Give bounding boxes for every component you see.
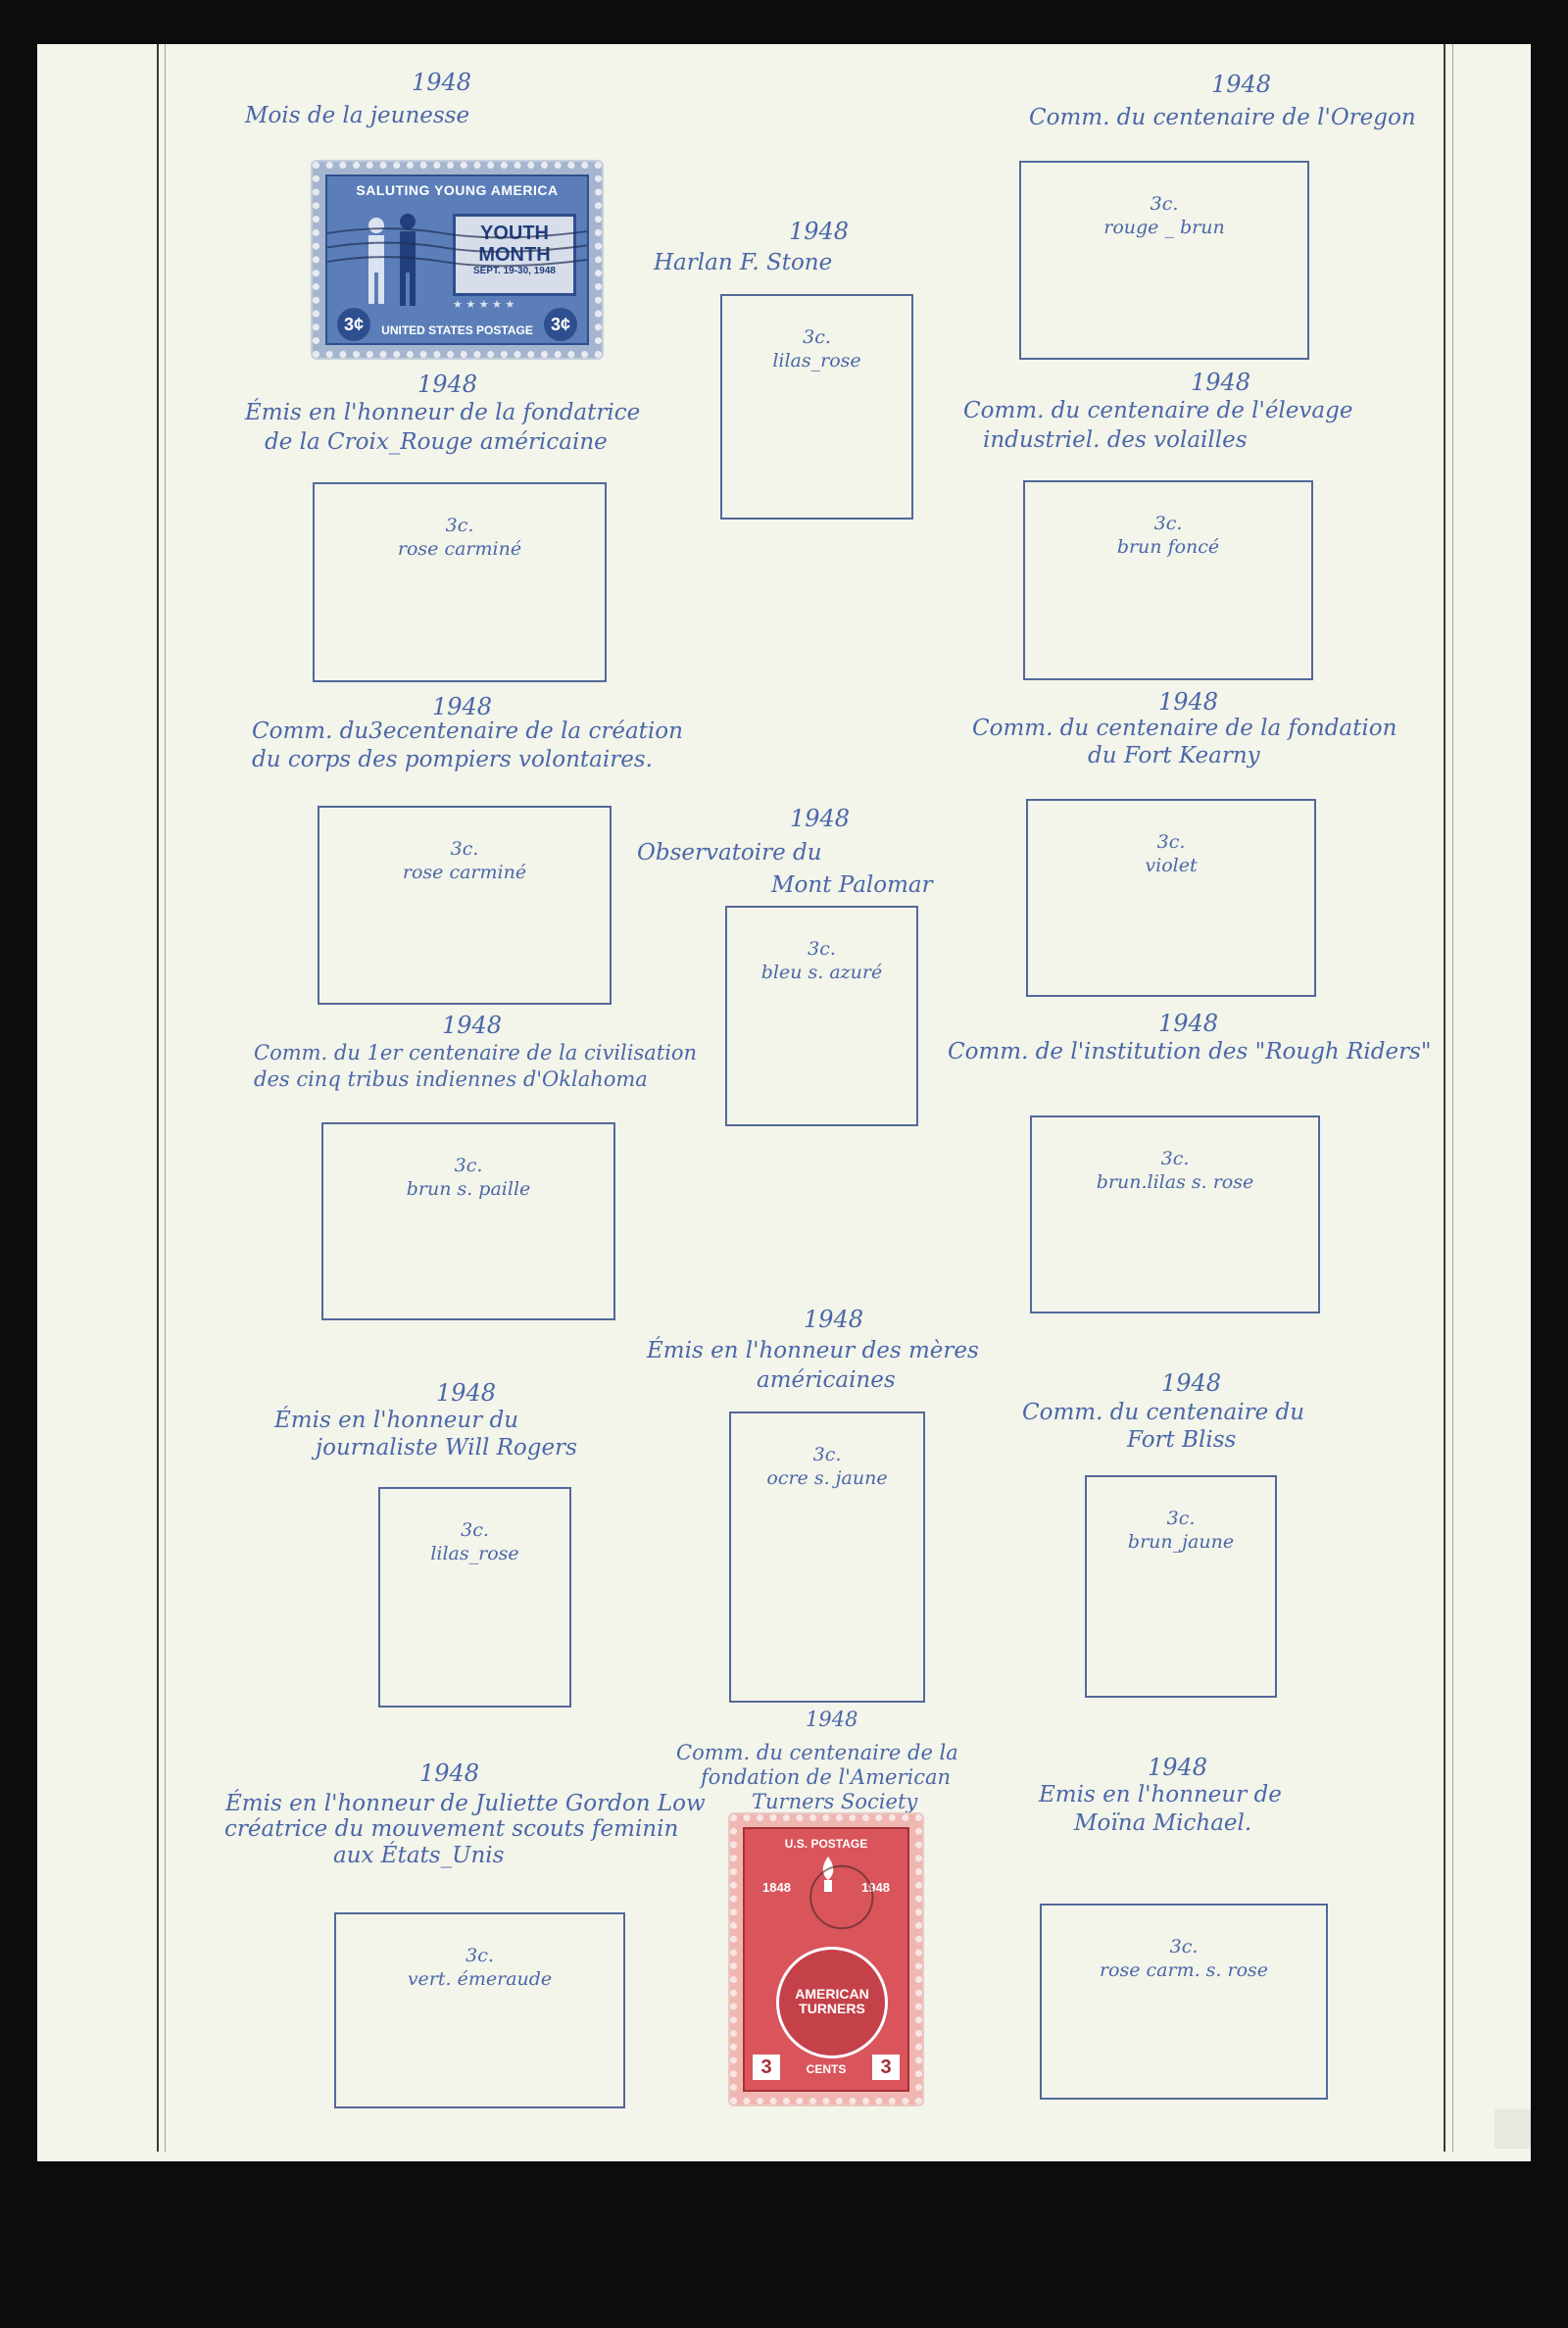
- slot-denomination: 3c.: [450, 838, 479, 860]
- title-michael-2: Moïna Michael.: [1074, 1810, 1252, 1836]
- year-meres: 1948: [804, 1306, 864, 1333]
- slot-color: rose carm. s. rose: [1099, 1959, 1269, 1981]
- year-croix: 1948: [417, 371, 478, 398]
- title-pompiers-2: du corps des pompiers volontaires.: [252, 747, 653, 772]
- title-volailles-1: Comm. du centenaire de l'élevage: [963, 398, 1353, 423]
- stamp-slot-pompiers[interactable]: [318, 806, 612, 1005]
- year-stone: 1948: [789, 218, 850, 245]
- slot-color: violet: [1145, 855, 1198, 876]
- stamp-turners-year-left: 1848: [762, 1880, 791, 1895]
- stamp-turners-top-text: U.S. POSTAGE: [784, 1837, 868, 1851]
- slot-denomination: 3c.: [1153, 513, 1183, 534]
- stamp-youth-denom-right: 3¢: [544, 308, 577, 341]
- stamp-turners-frame: [743, 1827, 909, 2092]
- title-oklahoma-1: Comm. du 1er centenaire de la civilisation: [254, 1041, 698, 1065]
- year-palomar: 1948: [790, 805, 851, 832]
- title-rough: Comm. de l'institution des "Rough Riders": [948, 1039, 1432, 1065]
- title-kearny-2: du Fort Kearny: [1088, 743, 1260, 768]
- stamp-youth-panel-line2: MONTH: [478, 244, 551, 266]
- year-oregon: 1948: [1211, 71, 1272, 98]
- stamp-youth-top-text: SALUTING YOUNG AMERICA: [356, 182, 559, 198]
- stamp-slot-stone[interactable]: [720, 294, 913, 520]
- title-stone: Harlan F. Stone: [654, 250, 833, 275]
- stars-icon: ★ ★ ★ ★ ★: [453, 298, 515, 311]
- stamp-slot-kearny[interactable]: [1026, 799, 1316, 997]
- slot-denomination: 3c.: [454, 1155, 483, 1176]
- postmark-icon: [745, 1829, 907, 2090]
- slot-color: rose carminé: [397, 538, 522, 560]
- stamp-slot-oklahoma[interactable]: [321, 1122, 615, 1320]
- left-margin-rule: [157, 44, 159, 2152]
- stamp-slot-oregon[interactable]: [1019, 161, 1309, 360]
- slot-color: ocre s. jaune: [766, 1467, 888, 1489]
- stamp-youth-denom-left: 3¢: [337, 308, 370, 341]
- stamp-youth-frame: [325, 174, 589, 345]
- stamp-youth-bottom-text: UNITED STATES POSTAGE: [381, 323, 533, 337]
- year-youth: 1948: [412, 69, 472, 96]
- year-rough: 1948: [1158, 1010, 1219, 1037]
- title-turners-2: fondation de l'American: [701, 1765, 952, 1789]
- title-meres-1: Émis en l'honneur des mères: [647, 1338, 979, 1363]
- stamp-turners-denom-left: 3: [753, 2055, 780, 2080]
- stamp-turners-cents: CENTS: [806, 2062, 847, 2076]
- title-bliss-2: Fort Bliss: [1127, 1427, 1237, 1453]
- slot-color: rouge _ brun: [1103, 217, 1225, 238]
- slot-color: brun.lilas s. rose: [1096, 1171, 1254, 1193]
- slot-denomination: 3c.: [803, 326, 831, 348]
- title-pompiers-1: Comm. du3ecentenaire de la création: [252, 718, 683, 744]
- slot-color: brun_jaune: [1127, 1531, 1235, 1553]
- stamp-slot-palomar[interactable]: [725, 906, 918, 1126]
- year-low: 1948: [419, 1759, 480, 1787]
- title-low-1: Émis en l'honneur de Juliette Gordon Low: [225, 1791, 706, 1816]
- stamp-turners-year-right: 1948: [861, 1880, 890, 1895]
- slot-color: brun foncé: [1116, 536, 1220, 558]
- slot-denomination: 3c.: [1166, 1508, 1196, 1529]
- postmark-lines-icon: [327, 176, 587, 343]
- right-margin-rule: [1444, 44, 1446, 2152]
- title-croix-1: Émis en l'honneur de la fondatrice: [245, 400, 641, 425]
- stamp-turners-denom-right: 3: [872, 2055, 900, 2080]
- slot-denomination: 3c.: [1169, 1936, 1199, 1957]
- title-palomar-2: Mont Palomar: [771, 872, 933, 898]
- year-michael: 1948: [1148, 1754, 1208, 1781]
- slot-denomination: 3c.: [445, 515, 474, 536]
- slot-color: bleu s. azuré: [760, 962, 883, 983]
- title-rogers-2: journaliste Will Rogers: [316, 1435, 577, 1461]
- stamp-slot-bliss[interactable]: [1085, 1475, 1277, 1698]
- year-pompiers: 1948: [432, 693, 493, 720]
- stamp-slot-volailles[interactable]: [1023, 480, 1313, 680]
- year-volailles: 1948: [1191, 369, 1251, 396]
- right-margin-rule-inner: [1452, 44, 1453, 2152]
- title-croix-2: de la Croix_Rouge américaine: [265, 429, 608, 455]
- year-kearny: 1948: [1158, 688, 1219, 716]
- left-margin-rule-inner: [165, 44, 166, 2152]
- title-palomar-1: Observatoire du: [637, 840, 822, 866]
- stamp-youth-month[interactable]: [313, 162, 602, 358]
- slot-denomination: 3c.: [1156, 831, 1186, 853]
- title-turners-1: Comm. du centenaire de la: [676, 1741, 958, 1764]
- title-meres-2: américaines: [757, 1367, 896, 1393]
- title-youth: Mois de la jeunesse: [245, 103, 470, 128]
- title-low-3: aux États_Unis: [333, 1843, 505, 1868]
- title-low-2: créatrice du mouvement scouts feminin: [224, 1816, 679, 1842]
- stamp-slot-rogers[interactable]: [378, 1487, 571, 1708]
- stamp-slot-low[interactable]: [334, 1912, 625, 2108]
- title-volailles-2: industriel. des volailles: [983, 427, 1248, 453]
- year-rogers: 1948: [436, 1379, 497, 1407]
- emblem-line1: AMERICAN: [795, 1986, 869, 2002]
- slot-denomination: 3c.: [1150, 193, 1179, 215]
- title-rogers-1: Émis en l'honneur du: [274, 1408, 519, 1433]
- title-oklahoma-2: des cinq tribus indiennes d'Oklahoma: [254, 1067, 648, 1091]
- year-bliss: 1948: [1161, 1369, 1222, 1397]
- year-oklahoma: 1948: [442, 1012, 503, 1039]
- year-turners: 1948: [806, 1708, 858, 1731]
- emblem-line2: TURNERS: [799, 2001, 865, 2016]
- slot-denomination: 3c.: [808, 938, 836, 960]
- title-bliss-1: Comm. du centenaire du: [1022, 1400, 1305, 1425]
- slot-color: lilas_rose: [430, 1543, 519, 1564]
- title-michael-1: Emis en l'honneur de: [1039, 1782, 1282, 1808]
- slot-denomination: 3c.: [466, 1945, 494, 1966]
- slot-denomination: 3c.: [1160, 1148, 1190, 1169]
- title-turners-3: Turners Society: [752, 1790, 918, 1813]
- slot-color: brun s. paille: [406, 1178, 531, 1200]
- title-oregon: Comm. du centenaire de l'Oregon: [1029, 105, 1416, 130]
- stamp-youth-panel-date: SEPT. 19-30, 1948: [473, 266, 556, 276]
- stamp-slot-rough[interactable]: [1030, 1115, 1320, 1313]
- stamp-slot-croix[interactable]: [313, 482, 607, 682]
- slot-color: vert. émeraude: [407, 1968, 553, 1990]
- slot-denomination: 3c.: [812, 1444, 842, 1465]
- page-edge: [1494, 2109, 1531, 2149]
- stamp-american-turners[interactable]: [730, 1814, 922, 2105]
- title-kearny-1: Comm. du centenaire de la fondation: [972, 716, 1397, 741]
- stamp-slot-michael[interactable]: [1040, 1904, 1328, 2100]
- stamp-slot-meres[interactable]: [729, 1412, 925, 1703]
- slot-color: rose carminé: [402, 862, 527, 883]
- stamp-youth-panel-line1: YOUTH: [480, 223, 549, 244]
- slot-denomination: 3c.: [461, 1519, 489, 1541]
- slot-color: lilas_rose: [772, 350, 861, 371]
